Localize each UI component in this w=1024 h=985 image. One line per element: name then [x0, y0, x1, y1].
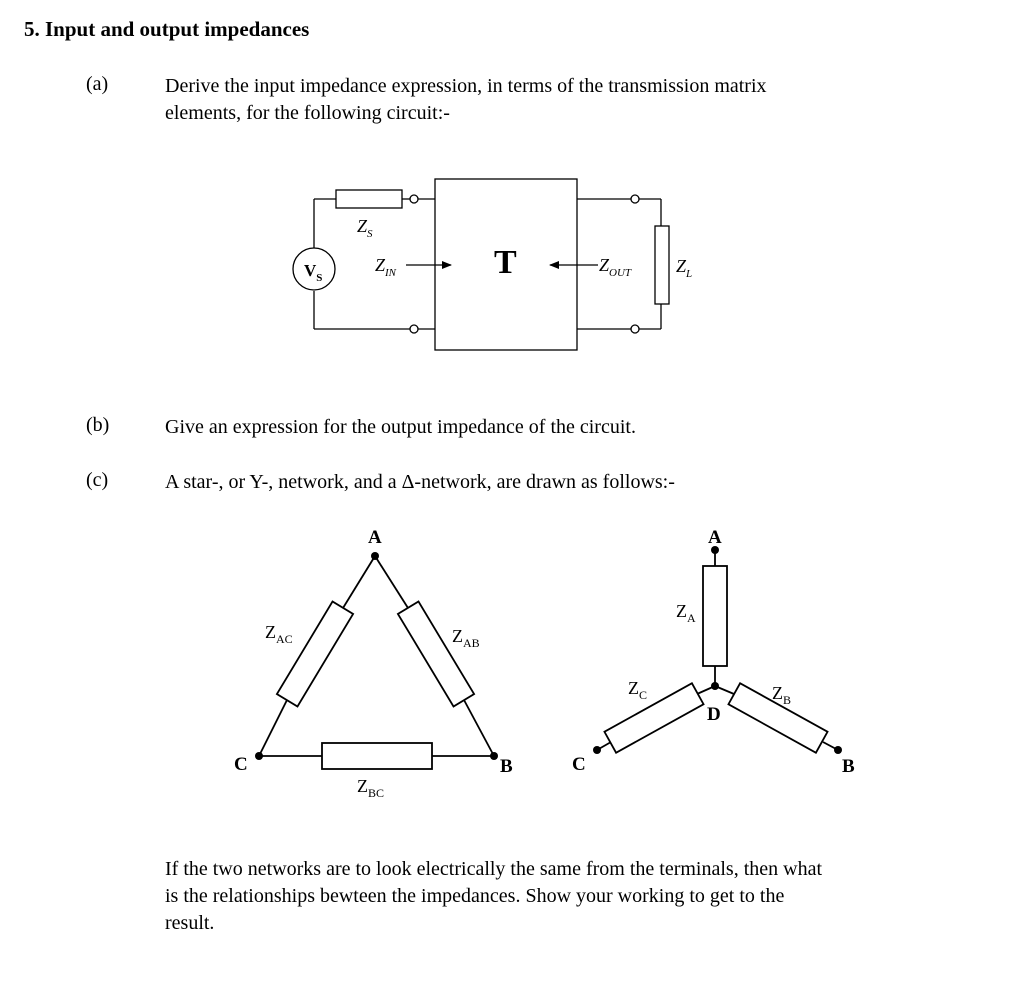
star-za-label: $Z_A$: [676, 601, 696, 625]
part-c-text: A star-, or Y-, network, and a Δ-network, are drawn as follows:-: [165, 471, 675, 493]
port-in-top-terminal: [410, 195, 418, 203]
delta-node-b-dot: [490, 752, 498, 760]
delta-zab-resistor: [398, 602, 474, 707]
zout-label: $Z_{OUT}$: [599, 255, 632, 279]
delta-node-c-label: C: [234, 754, 248, 775]
delta-node-a-label: A: [368, 527, 382, 548]
delta-zac-label: $Z_{AC}$: [265, 622, 293, 646]
star-zc-resistor: [604, 683, 703, 752]
zl-label: $Z_L$: [676, 256, 693, 280]
closing-line-3: result.: [165, 912, 215, 934]
port-out-top-terminal: [631, 195, 639, 203]
part-c-label: (c): [86, 469, 109, 491]
part-b-text: Give an expression for the output impedance of the circuit.: [165, 416, 636, 438]
star-node-c-label: C: [572, 754, 586, 775]
delta-wire-zab-to-b: [464, 700, 494, 756]
star-node-d-label: D: [707, 704, 721, 725]
star-zb-label: $Z_B$: [772, 683, 792, 707]
star-node-c-dot: [593, 746, 601, 754]
zs-label: $Z_S$: [357, 216, 373, 240]
vs-label: $V_S$: [304, 261, 323, 284]
delta-node-a-dot: [371, 552, 379, 560]
zin-label: $Z_{IN}$: [375, 255, 397, 279]
star-zc-label: $Z_C$: [628, 678, 648, 702]
delta-node-b-label: B: [500, 756, 513, 777]
delta-zab-label: $Z_{AB}$: [452, 626, 480, 650]
delta-wire-zac-to-c: [259, 700, 287, 756]
part-a-line-2: elements, for the following circuit:-: [165, 102, 450, 124]
delta-zac-resistor: [277, 602, 353, 707]
t-block-label: T: [494, 244, 517, 281]
star-node-b-label: B: [842, 756, 855, 777]
part-a-line-1: Derive the input impedance expression, in terms of the transmission matrix: [165, 75, 767, 97]
delta-wire-a-to-zac: [343, 556, 375, 608]
closing-line-2: is the relationships bewteen the impedances. Show your working to get to the: [165, 885, 785, 907]
star-node-b-dot: [834, 746, 842, 754]
question-heading: 5. Input and output impedances: [24, 17, 310, 41]
star-node-d-dot: [711, 682, 719, 690]
part-a-label: (a): [86, 73, 109, 95]
delta-zbc-resistor: [322, 743, 432, 769]
two-port-circuit: [293, 179, 669, 350]
port-in-bottom-terminal: [410, 325, 418, 333]
zl-resistor: [655, 226, 669, 304]
port-out-bottom-terminal: [631, 325, 639, 333]
delta-wire-a-to-zab: [375, 556, 408, 608]
delta-zbc-label: $Z_{BC}$: [357, 776, 385, 800]
star-node-a-label: A: [708, 527, 722, 548]
zs-resistor: [336, 190, 402, 208]
part-b-label: (b): [86, 414, 110, 436]
delta-node-c-dot: [255, 752, 263, 760]
star-za-resistor: [703, 566, 727, 666]
closing-line-1: If the two networks are to look electrically the same from the terminals, then what: [165, 858, 823, 880]
delta-network: [259, 556, 494, 769]
